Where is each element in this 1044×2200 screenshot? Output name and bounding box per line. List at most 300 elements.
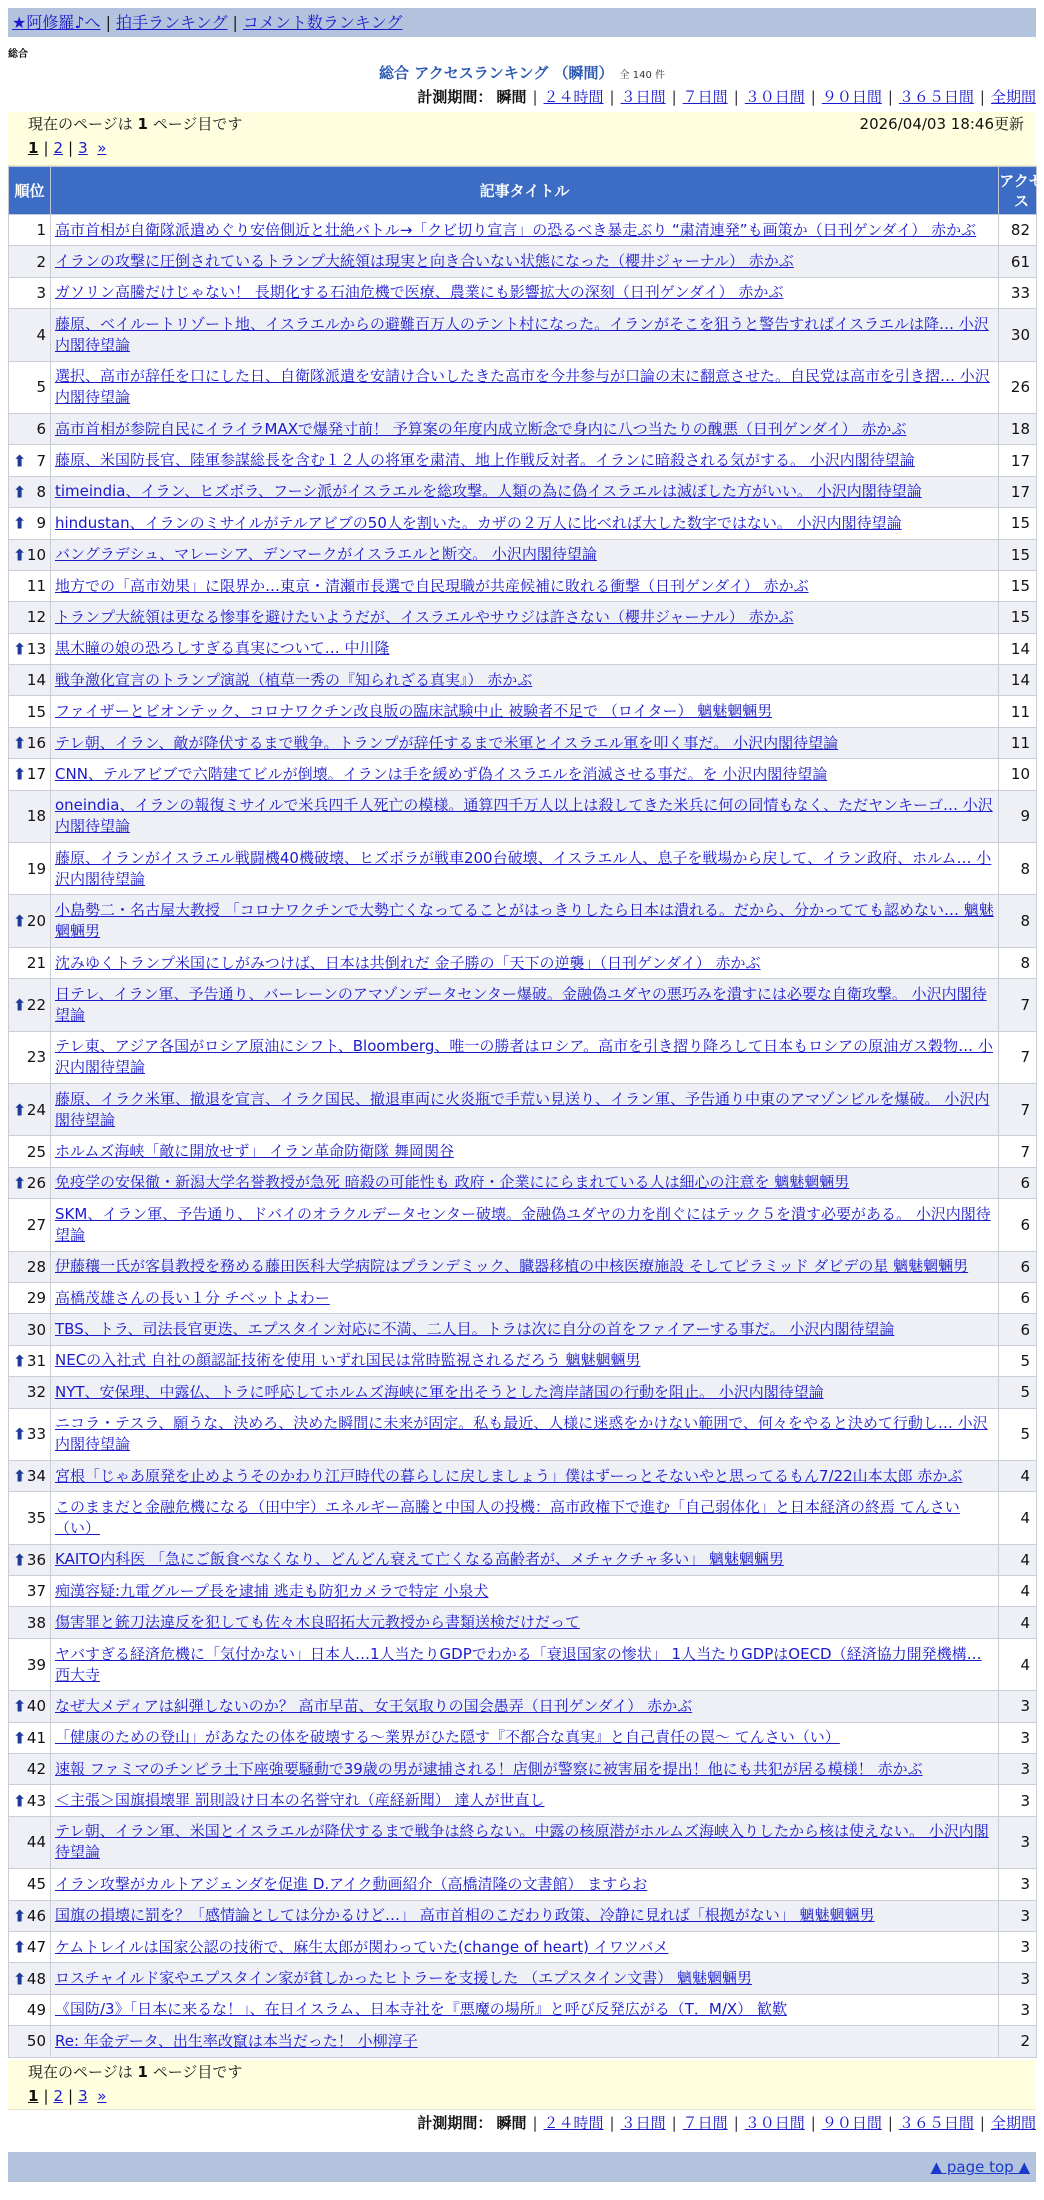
article-title-link[interactable]: 《国防/3》「日本に来るな！」、在日イスラム、日本寺社を『悪魔の場所』と呼び反発広がる（T．M/X） 歓歎 bbox=[55, 2000, 787, 2019]
title-cell bbox=[51, 309, 999, 361]
rank-cell bbox=[9, 633, 51, 664]
title-cell bbox=[51, 947, 999, 978]
access-count: 3 bbox=[999, 1900, 1037, 1931]
title-cell bbox=[51, 727, 999, 758]
header-title: 記事タイトル bbox=[51, 167, 999, 215]
access-count: 33 bbox=[999, 277, 1037, 308]
title-cell bbox=[51, 1607, 999, 1638]
period-separator: | bbox=[609, 88, 615, 106]
title-cell bbox=[51, 1345, 999, 1376]
rank-number: 25 bbox=[26, 1142, 46, 1161]
period-separator: | bbox=[810, 88, 816, 106]
title-cell bbox=[51, 1282, 999, 1313]
title-cell bbox=[51, 633, 999, 664]
table-row bbox=[9, 1607, 1037, 1638]
article-title-link[interactable]: なぜ大メディアは糾弾しないのか？ 高市早苗、女王気取りの国会愚弄（日刊ゲンダイ） 赤かぶ bbox=[55, 1696, 693, 1715]
article-title-link[interactable]: 藤原、イラク米軍、撤退を宣言、イラク国民、撤退車両に火炎瓶で手荒い見送り、イラン軍、予告通り中東のアマゾンビルを爆破。 小沢内閣待望論 bbox=[55, 1089, 990, 1129]
rank-up-arrow-icon: ⬆ bbox=[13, 1173, 27, 1193]
article-title-link[interactable]: hindustan、イランのミサイルがテルアビブの50人を割いた。カザの２万人に比べれば大した数字ではない。 小沢内閣待望論 bbox=[55, 513, 902, 532]
article-title-link[interactable]: テレ朝、イラン、敵が降伏するまで戦争。トランプが辞任するまで米軍とイスラエル軍を叩く事だ。 小沢内閣待望論 bbox=[55, 733, 839, 752]
page-info-current: 1 bbox=[137, 2063, 148, 2081]
rank-cell bbox=[9, 1251, 51, 1282]
rank-cell bbox=[9, 476, 51, 507]
page-info-top bbox=[8, 112, 1036, 166]
rank-up-arrow-icon: ⬆ bbox=[13, 513, 27, 533]
article-title-link[interactable]: 高橋茂雄さんの長い１分 チベットよわー bbox=[55, 1288, 330, 1307]
access-count: 15 bbox=[999, 508, 1037, 539]
title-cell bbox=[51, 1754, 999, 1785]
access-count: 7 bbox=[999, 1136, 1037, 1167]
access-count: 11 bbox=[999, 696, 1037, 727]
title-cell bbox=[51, 1408, 999, 1460]
article-title-link[interactable]: 藤原、米国防長官、陸軍参謀総長を含む１２人の将軍を粛清、地上作戦反対者。イランに暗殺される気がする。 小沢内閣待望論 bbox=[55, 451, 915, 470]
rank-number: 31 bbox=[26, 1351, 46, 1370]
rank-number: 29 bbox=[26, 1289, 46, 1308]
article-title-link[interactable]: ケムトレイルは国家公認の技術で、麻生太郎が関わっていた(change of heart) イワツバメ bbox=[55, 1937, 669, 1956]
rank-cell bbox=[9, 1722, 51, 1753]
rank-up-arrow-icon: ⬆ bbox=[13, 639, 27, 659]
nav-separator: | bbox=[232, 13, 238, 32]
table-row bbox=[9, 1492, 1037, 1544]
table-row bbox=[9, 476, 1037, 507]
rank-number: 45 bbox=[26, 1875, 46, 1894]
rank-number: 24 bbox=[26, 1100, 46, 1119]
title-cell bbox=[51, 1377, 999, 1408]
header-rank: 順位 bbox=[9, 167, 51, 215]
rank-up-arrow-icon: ⬆ bbox=[13, 1424, 27, 1444]
rank-number: 18 bbox=[26, 807, 46, 826]
article-title-link[interactable]: 国旗の損壊に罰を？「感情論としては分かるけど…」 高市首相のこだわり政策、冷静に見れば「根拠がない」 魑魅魍魎男 bbox=[55, 1906, 875, 1925]
period-option-current: 瞬間 bbox=[496, 88, 527, 106]
title-cell bbox=[51, 1167, 999, 1198]
table-row bbox=[9, 1869, 1037, 1900]
period-option-link[interactable]: ３日間 bbox=[620, 2114, 666, 2132]
rank-number: 4 bbox=[36, 325, 46, 344]
period-separator: | bbox=[979, 88, 985, 106]
rank-cell bbox=[9, 1345, 51, 1376]
rank-cell bbox=[9, 1785, 51, 1816]
article-title-link[interactable]: 伊藤穰一氏が客員教授を務める藤田医科大学病院はプランデミック、臓器移植の中核医療施設 そしてピラミッド ダビデの星 魑魅魍魎男 bbox=[55, 1257, 969, 1276]
access-count: 8 bbox=[999, 947, 1037, 978]
rank-cell bbox=[9, 1607, 51, 1638]
rank-number: 10 bbox=[26, 545, 46, 564]
rank-cell bbox=[9, 215, 51, 246]
title-cell bbox=[51, 759, 999, 790]
table-row bbox=[9, 1282, 1037, 1313]
table-row bbox=[9, 696, 1037, 727]
rank-number: 49 bbox=[26, 2000, 46, 2019]
table-row bbox=[9, 633, 1037, 664]
table-row bbox=[9, 1314, 1037, 1345]
period-option-link[interactable]: ３６５日間 bbox=[898, 88, 974, 106]
access-count: 3 bbox=[999, 1931, 1037, 1962]
period-separator: | bbox=[733, 88, 739, 106]
table-row bbox=[9, 215, 1037, 246]
title-cell bbox=[51, 2026, 999, 2057]
rank-cell bbox=[9, 1083, 51, 1135]
rank-cell bbox=[9, 361, 51, 413]
rank-cell bbox=[9, 790, 51, 842]
access-count: 4 bbox=[999, 1607, 1037, 1638]
period-separator: | bbox=[887, 2114, 893, 2132]
access-count: 17 bbox=[999, 445, 1037, 476]
ranking-table bbox=[8, 166, 1044, 2058]
article-title-link[interactable]: timeindia、イラン、ヒズボラ、フーシ派がイスラエルを総攻撃。人類の為に偽イスラエルは滅ぼした方がいい。 小沢内閣待望論 bbox=[55, 482, 922, 501]
page-link-3[interactable]: 3 bbox=[78, 139, 88, 157]
table-row bbox=[9, 309, 1037, 361]
article-title-link[interactable]: TBS、トラ、司法長官更迭、エプスタイン対応に不満、二人目。トラは次に自分の首をファイアーする事だ。 小沢内閣待望論 bbox=[55, 1320, 895, 1339]
period-option-link[interactable]: 全期間 bbox=[990, 2114, 1036, 2132]
table-row bbox=[9, 602, 1037, 633]
table-row bbox=[9, 1816, 1037, 1868]
article-title-link[interactable]: 黒木瞳の娘の恐ろしすぎる真実について… 中川隆 bbox=[55, 639, 390, 658]
access-count: 6 bbox=[999, 1199, 1037, 1251]
article-title-link[interactable]: Re: 年金データ、出生率改竄は本当だった！ 小柳淳子 bbox=[55, 2031, 418, 2050]
title-cell bbox=[51, 1638, 999, 1690]
article-title-link[interactable]: SKM、イラン軍、予告通り、ドバイのオラクルデータセンター破壊。金融偽ユダヤの力を削ぐにはテック５を潰す必要がある。 小沢内閣待望論 bbox=[55, 1204, 991, 1244]
title-cell bbox=[51, 895, 999, 947]
period-option-link[interactable]: ３日間 bbox=[620, 88, 666, 106]
rank-cell bbox=[9, 508, 51, 539]
rank-cell bbox=[9, 1167, 51, 1198]
nav-home-link[interactable]: ★阿修羅♪へ bbox=[12, 13, 101, 32]
table-row bbox=[9, 1931, 1037, 1962]
page-info-current: 1 bbox=[137, 115, 148, 133]
page-link-1[interactable]: 1 bbox=[28, 2087, 39, 2105]
access-count: 5 bbox=[999, 1345, 1037, 1376]
rank-cell bbox=[9, 1314, 51, 1345]
rank-cell bbox=[9, 309, 51, 361]
title-cell bbox=[51, 696, 999, 727]
title-cell bbox=[51, 1576, 999, 1607]
rank-cell bbox=[9, 1282, 51, 1313]
page-link-2[interactable]: 2 bbox=[53, 139, 64, 157]
article-title-link[interactable]: トランプ大統領は更なる惨事を避けたいようだが、イスラエルやサウジは許さない（櫻井ジャーナル） 赤かぶ bbox=[55, 607, 794, 626]
rank-number: 30 bbox=[26, 1320, 46, 1339]
period-option-link[interactable]: ２４時間 bbox=[543, 2114, 604, 2132]
access-count: 3 bbox=[999, 1816, 1037, 1868]
access-count: 7 bbox=[999, 979, 1037, 1031]
access-count: 4 bbox=[999, 1544, 1037, 1575]
rank-number: 8 bbox=[36, 482, 46, 501]
article-title-link[interactable]: ロスチャイルド家やエプスタイン家が貧しかったヒトラーを支援した （エプスタイン文書） 魑魅魍魎男 bbox=[55, 1969, 752, 1988]
table-row bbox=[9, 1994, 1037, 2025]
article-title-link[interactable]: ヤバすぎる経済危機に「気付かない」日本人…1人当たりGDPでわかる「衰退国家の惨状」 1人当たりGDPはOECD（経済協力開発機構… 西大寺 bbox=[55, 1644, 982, 1684]
rank-up-arrow-icon: ⬆ bbox=[13, 1466, 27, 1486]
access-count: 6 bbox=[999, 1282, 1037, 1313]
table-row bbox=[9, 895, 1037, 947]
article-title-link[interactable]: 高市首相が参院自民にイライラMAXで爆発寸前！ 予算案の年度内成立断念で身内に八つ当たりの醜悪（日刊ゲンダイ） 赤かぶ bbox=[55, 419, 907, 438]
header-access: アクセス bbox=[999, 167, 1037, 215]
rank-cell bbox=[9, 1460, 51, 1491]
table-row bbox=[9, 1638, 1037, 1690]
next-page-link[interactable]: » bbox=[97, 139, 107, 157]
rank-number: 32 bbox=[26, 1383, 46, 1402]
title-cell bbox=[51, 445, 999, 476]
article-title-link[interactable]: ファイザーとビオンテック、コロナワクチン改良版の臨床試験中止 被験者不足で （ロイター） 魑魅魍魎男 bbox=[55, 702, 773, 721]
rank-number: 41 bbox=[26, 1728, 46, 1747]
access-count: 15 bbox=[999, 539, 1037, 570]
page-link-1[interactable]: 1 bbox=[28, 139, 39, 157]
rank-number: 9 bbox=[36, 514, 46, 533]
title-cell bbox=[51, 246, 999, 277]
rank-cell bbox=[9, 1900, 51, 1931]
access-count: 4 bbox=[999, 1492, 1037, 1544]
table-row bbox=[9, 1083, 1037, 1135]
page-title-wrap bbox=[0, 62, 1044, 83]
page-info-bottom bbox=[8, 2060, 1036, 2110]
next-page-link[interactable]: » bbox=[97, 2087, 107, 2105]
rank-up-arrow-icon: ⬆ bbox=[13, 733, 27, 753]
total-count: 全 140 件 bbox=[619, 70, 665, 81]
table-row bbox=[9, 1900, 1037, 1931]
rank-cell bbox=[9, 843, 51, 895]
period-option-link[interactable]: ３０日間 bbox=[744, 2114, 805, 2132]
article-title-link[interactable]: イラン攻撃がカルトアジェンダを促進 D.アイク動画紹介（高橋清隆の文書館） ますらお bbox=[55, 1874, 648, 1893]
rank-cell bbox=[9, 1199, 51, 1251]
access-count: 4 bbox=[999, 1576, 1037, 1607]
article-title-link[interactable]: 宮根「じゃあ原発を止めようそのかわり江戸時代の暮らしに戻しましょう」僕はずーっとそないやと思ってるもん7/22山本太郎 赤かぶ bbox=[55, 1466, 963, 1485]
table-row bbox=[9, 843, 1037, 895]
title-cell bbox=[51, 1199, 999, 1251]
pagination-separator: | bbox=[68, 2087, 74, 2105]
article-title-link[interactable]: CNN、テルアビブで六階建てビルが倒壊。イランは手を緩めず偽イスラエルを消滅させる事だ。を 小沢内閣待望論 bbox=[55, 764, 828, 783]
rank-cell bbox=[9, 727, 51, 758]
table-row bbox=[9, 727, 1037, 758]
top-nav-bar bbox=[8, 8, 1036, 37]
title-cell bbox=[51, 1460, 999, 1491]
article-title-link[interactable]: 選択、高市が辞任を口にした日、自衛隊派遣を安請け合いしたきた高市を今井参与が口論の末に翻意させた。自民党は高市を引き摺… 小沢内閣待望論 bbox=[55, 367, 990, 407]
table-row bbox=[9, 1754, 1037, 1785]
rank-up-arrow-icon: ⬆ bbox=[13, 1969, 27, 1989]
rank-number: 13 bbox=[26, 639, 46, 658]
access-count: 30 bbox=[999, 309, 1037, 361]
period-option-link[interactable]: ２４時間 bbox=[543, 88, 604, 106]
title-cell bbox=[51, 277, 999, 308]
rank-cell bbox=[9, 1136, 51, 1167]
access-count: 3 bbox=[999, 1785, 1037, 1816]
article-title-link[interactable]: 戦争激化宣言のトランプ演説（植草一秀の『知られざる真実』） 赤かぶ bbox=[55, 670, 533, 689]
rank-cell bbox=[9, 759, 51, 790]
period-separator: | bbox=[609, 2114, 615, 2132]
access-count: 6 bbox=[999, 1314, 1037, 1345]
table-row bbox=[9, 1167, 1037, 1198]
rank-number: 23 bbox=[26, 1048, 46, 1067]
rank-cell bbox=[9, 1994, 51, 2025]
article-title-link[interactable]: テレ朝、イラン軍、米国とイスラエルが降伏するまで戦争は終らない。中露の核原潜がホルムズ海峡入りしたから核は使えない。 小沢内閣待望論 bbox=[55, 1822, 989, 1862]
pagination-separator: | bbox=[43, 139, 49, 157]
rank-cell bbox=[9, 1869, 51, 1900]
title-cell bbox=[51, 361, 999, 413]
table-row bbox=[9, 979, 1037, 1031]
period-separator: | bbox=[887, 88, 893, 106]
rank-cell bbox=[9, 1963, 51, 1994]
period-separator: | bbox=[733, 2114, 739, 2132]
rank-number: 50 bbox=[26, 2032, 46, 2051]
page-link-2[interactable]: 2 bbox=[53, 2087, 64, 2105]
title-cell bbox=[51, 1691, 999, 1722]
article-title-link[interactable]: 藤原、イランがイスラエル戦闘機40機破壊、ヒズボラが戦車200台破壊、イスラエル人、息子を戦場から戻して、イラン政府、ホルム… 小沢内閣待望論 bbox=[55, 848, 992, 888]
title-cell bbox=[51, 413, 999, 444]
article-title-link[interactable]: 地方での「高市効果」に限界か…東京・清瀬市長選で自民現職が共産候補に敗れる衝撃（日刊ゲンダイ） 赤かぶ bbox=[55, 576, 809, 595]
article-title-link[interactable]: 藤原、ベイルートリゾート地、イスラエルからの避難百万人のテント村になった。イランがそこを狙うと警告すればイスラエルは降… 小沢内閣待望論 bbox=[55, 314, 989, 354]
access-count: 9 bbox=[999, 790, 1037, 842]
page-info-suffix: ページ目です bbox=[147, 115, 243, 133]
page-top-link[interactable]: ▲ page top ▲ bbox=[930, 2158, 1030, 2176]
title-cell bbox=[51, 1544, 999, 1575]
title-cell bbox=[51, 1994, 999, 2025]
page-info-suffix: ページ目です bbox=[147, 2063, 243, 2081]
rank-up-arrow-icon: ⬆ bbox=[13, 1100, 27, 1120]
access-count: 8 bbox=[999, 895, 1037, 947]
rank-number: 36 bbox=[26, 1550, 46, 1569]
rank-number: 37 bbox=[26, 1582, 46, 1601]
article-title-link[interactable]: 速報 ファミマのチンピラ土下座強要騒動で39歳の男が逮捕される！店側が警察に被害届を提出！他にも共犯が居る模様！ 赤かぶ bbox=[55, 1759, 923, 1778]
title-cell bbox=[51, 665, 999, 696]
article-title-link[interactable]: NECの入社式 自社の顔認証技術を使用 いずれ国民は常時監視されるだろう 魑魅魍魎男 bbox=[55, 1351, 641, 1370]
table-row bbox=[9, 1408, 1037, 1460]
rank-cell bbox=[9, 1931, 51, 1962]
article-title-link[interactable]: テレ東、アジア各国がロシア原油にシフト、Bloomberg、唯一の勝者はロシア。高市を引き摺り降ろして日本もロシアの原油ガス穀物… 小沢内閣待望論 bbox=[55, 1037, 993, 1077]
rank-number: 39 bbox=[26, 1655, 46, 1674]
title-cell bbox=[51, 1136, 999, 1167]
nav-separator: | bbox=[105, 13, 111, 32]
access-count: 3 bbox=[999, 1754, 1037, 1785]
table-row bbox=[9, 790, 1037, 842]
access-count: 26 bbox=[999, 361, 1037, 413]
period-option-link[interactable]: ３０日間 bbox=[744, 88, 805, 106]
rank-number: 15 bbox=[26, 702, 46, 721]
rank-cell bbox=[9, 570, 51, 601]
rank-up-arrow-icon: ⬆ bbox=[13, 1351, 27, 1371]
table-row bbox=[9, 665, 1037, 696]
period-separator: | bbox=[979, 2114, 985, 2132]
title-cell bbox=[51, 1031, 999, 1083]
rank-cell bbox=[9, 1576, 51, 1607]
access-count: 14 bbox=[999, 665, 1037, 696]
rank-number: 12 bbox=[26, 608, 46, 627]
article-title-link[interactable]: ＜主張＞国旗損壊罪 罰則設け日本の名誉守れ（産経新聞） 達人が世直し bbox=[55, 1791, 545, 1810]
rank-cell bbox=[9, 1691, 51, 1722]
period-label: 計測期間： bbox=[417, 88, 493, 106]
period-option-link[interactable]: ７日間 bbox=[682, 88, 728, 106]
rank-cell bbox=[9, 1638, 51, 1690]
title-cell bbox=[51, 1931, 999, 1962]
article-title-link[interactable]: ホルムズ海峡「敵に開放せず」 イラン革命防衛隊 舞岡関谷 bbox=[55, 1142, 454, 1161]
period-option-link[interactable]: ７日間 bbox=[682, 2114, 728, 2132]
title-cell bbox=[51, 1083, 999, 1135]
period-separator: | bbox=[532, 2114, 538, 2132]
article-title-link[interactable]: 傷害罪と銃刀法違反を犯しても佐々木良昭拓大元教授から書類送検だけだって bbox=[55, 1613, 581, 1632]
period-separator: | bbox=[810, 2114, 816, 2132]
period-separator: | bbox=[671, 88, 677, 106]
rank-cell bbox=[9, 539, 51, 570]
access-count: 14 bbox=[999, 633, 1037, 664]
rank-up-arrow-icon: ⬆ bbox=[13, 1696, 27, 1716]
article-title-link[interactable]: 高市首相が自衛隊派遣めぐり安倍側近と壮絶バトル→「クビ切り宣言」の恐るべき暴走ぶり “粛清連発”も画策か（日刊ゲンダイ） 赤かぶ bbox=[55, 220, 977, 239]
nav-clap-ranking-link[interactable]: 拍手ランキング bbox=[115, 13, 228, 32]
period-option-link[interactable]: ９０日間 bbox=[821, 88, 882, 106]
rank-cell bbox=[9, 1408, 51, 1460]
rank-number: 11 bbox=[26, 577, 46, 596]
page-link-3[interactable]: 3 bbox=[78, 2087, 88, 2105]
article-title-link[interactable]: 沈みゆくトランプ米国にしがみつけば、日本は共倒れだ 金子勝の「天下の逆襲」（日刊ゲンダイ） 赤かぶ bbox=[55, 953, 761, 972]
rank-number: 19 bbox=[26, 859, 46, 878]
update-timestamp: 2026/04/03 18:46更新 bbox=[859, 115, 1024, 133]
article-title-link[interactable]: バングラデシュ、マレーシア、デンマークがイスラエルと断交。 小沢内閣待望論 bbox=[55, 545, 597, 564]
period-option-link[interactable]: ３６５日間 bbox=[898, 2114, 974, 2132]
access-count: 2 bbox=[999, 2026, 1037, 2057]
rank-up-arrow-icon: ⬆ bbox=[13, 545, 27, 565]
period-option-link[interactable]: ９０日間 bbox=[821, 2114, 882, 2132]
table-row bbox=[9, 1722, 1037, 1753]
table-row bbox=[9, 1345, 1037, 1376]
table-row bbox=[9, 1576, 1037, 1607]
title-cell bbox=[51, 476, 999, 507]
rank-number: 6 bbox=[36, 420, 46, 439]
article-title-link[interactable]: 痴漢容疑:九電グループ長を逮捕 逃走も防犯カメラで特定 小泉犬 bbox=[55, 1581, 489, 1600]
access-count: 5 bbox=[999, 1408, 1037, 1460]
rank-up-arrow-icon: ⬆ bbox=[13, 1906, 27, 1926]
access-count: 15 bbox=[999, 570, 1037, 601]
rank-cell bbox=[9, 665, 51, 696]
article-title-link[interactable]: 日テレ、イラン軍、予告通り、バーレーンのアマゾンデータセンター爆破。金融偽ユダヤの悪巧みを潰すには必要な自衛攻撃。 小沢内閣待望論 bbox=[55, 984, 987, 1024]
access-count: 61 bbox=[999, 246, 1037, 277]
article-title-link[interactable]: 小島勢二・名古屋大教授 「コロナワクチンで大勢亡くなってることがはっきりしたら日本は潰れる。だから、分かってても認めない… 魑魅魍魎男 bbox=[55, 901, 994, 941]
title-cell bbox=[51, 1963, 999, 1994]
table-row bbox=[9, 947, 1037, 978]
nav-comment-ranking-link[interactable]: コメント数ランキング bbox=[242, 13, 403, 32]
access-count: 4 bbox=[999, 1638, 1037, 1690]
article-title-link[interactable]: ガソリン高騰だけじゃない！ 長期化する石油危機で医療、農業にも影響拡大の深刻（日刊ゲンダイ） 赤かぶ bbox=[55, 283, 784, 302]
rank-number: 28 bbox=[26, 1257, 46, 1276]
period-label: 計測期間： bbox=[417, 2114, 493, 2132]
page-info-prefix: 現在のページは bbox=[28, 2063, 138, 2081]
article-title-link[interactable]: このままだと金融危機になる（田中宇）エネルギー高騰と中国人の投機：高市政権下で進む「自己弱体化」と日本経済の終焉 てんさい（い） bbox=[55, 1497, 960, 1537]
rank-number: 20 bbox=[26, 912, 46, 931]
table-row bbox=[9, 361, 1037, 413]
title-cell bbox=[51, 1785, 999, 1816]
article-title-link[interactable]: イランの攻撃に圧倒されているトランプ大統領は現実と向き合いない状態になった（櫻井ジャーナル） 赤かぶ bbox=[55, 252, 794, 271]
table-row bbox=[9, 246, 1037, 277]
rank-up-arrow-icon: ⬆ bbox=[13, 451, 27, 471]
rank-up-arrow-icon: ⬆ bbox=[13, 764, 27, 784]
pagination-separator: | bbox=[43, 2087, 49, 2105]
article-title-link[interactable]: NYT、安保理、中露仏、トラに呼応してホルムズ海峡に軍を出そうとした湾岸諸国の行動を阻止。 小沢内閣待望論 bbox=[55, 1382, 824, 1401]
rank-number: 2 bbox=[36, 252, 46, 271]
rank-number: 3 bbox=[36, 283, 46, 302]
footer-bar bbox=[8, 2152, 1036, 2182]
access-count: 6 bbox=[999, 1251, 1037, 1282]
article-title-link[interactable]: 「健康のための登山」があなたの体を破壊する～業界がひた隠す『不都合な真実』と自己責任の罠～ てんさい（い） bbox=[55, 1728, 840, 1747]
article-title-link[interactable]: 免疫学の安保徹・新潟大学名誉教授が急死 暗殺の可能性も 政府・企業ににらまれている人は細心の注意を 魑魅魍魎男 bbox=[55, 1173, 850, 1192]
article-title-link[interactable]: KAITO内科医 「急にご飯食べなくなり、どんどん衰えて亡くなる高齢者が、メチャクチャ多い」 魑魅魍魎男 bbox=[55, 1550, 784, 1569]
rank-number: 47 bbox=[26, 1938, 46, 1957]
title-cell bbox=[51, 215, 999, 246]
period-selector-top bbox=[417, 86, 1036, 107]
rank-cell bbox=[9, 947, 51, 978]
article-title-link[interactable]: oneindia、イランの報復ミサイルで米兵四千人死亡の模様。通算四千万人以上は殺してきた米兵に何の同情もなく、ただヤンキーゴ… 小沢内閣待望論 bbox=[55, 796, 993, 836]
access-count: 7 bbox=[999, 1031, 1037, 1083]
access-count: 82 bbox=[999, 215, 1037, 246]
access-count: 3 bbox=[999, 1691, 1037, 1722]
period-option-link[interactable]: 全期間 bbox=[990, 88, 1036, 106]
article-title-link[interactable]: ニコラ・テスラ、願うな、決めろ、決めた瞬間に未来が固定。私も最近、人様に迷惑をかけない範囲で、何々をやると決めて行動し… 小沢内閣待望論 bbox=[55, 1414, 988, 1454]
table-row bbox=[9, 508, 1037, 539]
access-count: 5 bbox=[999, 1377, 1037, 1408]
rank-cell bbox=[9, 602, 51, 633]
table-row bbox=[9, 1251, 1037, 1282]
